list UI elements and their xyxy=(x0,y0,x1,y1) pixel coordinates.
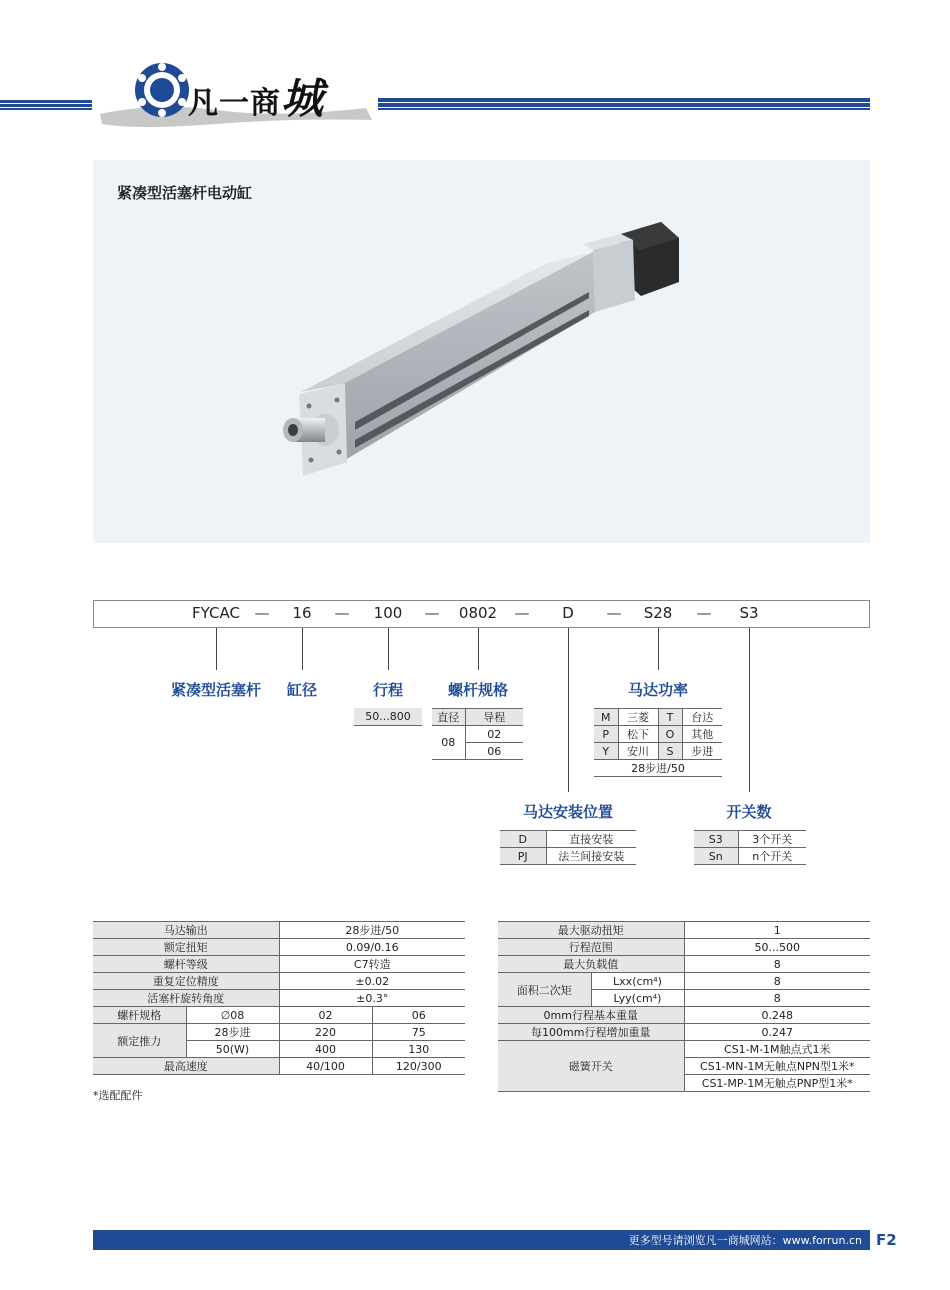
screw-lead: 06 xyxy=(465,743,523,760)
screw-dia: 08 xyxy=(432,726,465,760)
product-image xyxy=(93,160,870,543)
leader-line xyxy=(568,628,569,792)
footnote: *选配配件 xyxy=(93,1089,143,1102)
screw-table xyxy=(432,708,523,760)
spec-sublabel: 50(W) xyxy=(186,1041,279,1058)
motor-code: O xyxy=(658,726,682,743)
spec-label: 马达输出 xyxy=(93,922,279,939)
spec-table-left xyxy=(93,921,465,1075)
product-panel xyxy=(93,160,870,543)
code-mount: D xyxy=(562,604,574,622)
spec-value: C7转造 xyxy=(279,956,465,973)
spec-value: ±0.02 xyxy=(279,973,465,990)
switch-desc: n个开关 xyxy=(738,848,806,865)
spec-value: 02 xyxy=(279,1007,372,1024)
spec-value: CS1-M-1M触点式1米 xyxy=(684,1041,870,1058)
motor-code: S xyxy=(658,743,682,760)
code-bore: 16 xyxy=(292,604,312,622)
leader-line xyxy=(478,628,479,670)
leader-line xyxy=(302,628,303,670)
motor-code: P xyxy=(594,726,618,743)
leader-line xyxy=(658,628,659,670)
spec-label: 最大负载值 xyxy=(498,956,684,973)
code-dash: — xyxy=(334,604,350,622)
code-dash: — xyxy=(606,604,622,622)
spec-label: 螺杆等级 xyxy=(93,956,279,973)
spec-value: 06 xyxy=(372,1007,465,1024)
mount-desc: 直接安装 xyxy=(546,831,636,848)
spec-value: 50...500 xyxy=(684,939,870,956)
brand-name xyxy=(188,66,324,126)
label-type: 紧凑型活塞杆 xyxy=(170,681,262,699)
spec-value: CS1-MN-1M无触点NPN型1米* xyxy=(684,1058,870,1075)
label-switch-count: 开关数 xyxy=(726,803,772,821)
spec-value: CS1-MP-1M无触点PNP型1米* xyxy=(684,1075,870,1092)
switch-code: Sn xyxy=(694,848,738,865)
switch-table xyxy=(694,830,806,865)
motor-brand: 其他 xyxy=(682,726,722,743)
code-dash: — xyxy=(514,604,530,622)
spec-label: 重复定位精度 xyxy=(93,973,279,990)
brand-name-big: 城 xyxy=(281,74,325,123)
stroke-range: 50...800 xyxy=(354,708,422,725)
label-motor-power: 马达功率 xyxy=(627,681,689,699)
switch-desc: 3个开关 xyxy=(738,831,806,848)
code-stroke: 100 xyxy=(373,604,403,622)
leader-line xyxy=(749,628,750,792)
spec-value: 220 xyxy=(279,1024,372,1041)
motor-brand: 松下 xyxy=(618,726,658,743)
screw-header-dia: 直径 xyxy=(432,709,465,726)
spec-label: 磁簧开关 xyxy=(498,1041,684,1092)
header-stripe-left xyxy=(0,100,92,110)
motor-code: M xyxy=(594,709,618,726)
code-dash: — xyxy=(254,604,270,622)
code-series: FYCAC xyxy=(192,604,240,622)
motor-brand: 三菱 xyxy=(618,709,658,726)
code-motor: S28 xyxy=(643,604,673,622)
motor-brand: 安川 xyxy=(618,743,658,760)
spec-value: 0.247 xyxy=(684,1024,870,1041)
spec-value: 130 xyxy=(372,1041,465,1058)
page-number: F2 xyxy=(876,1231,897,1249)
label-screw: 螺杆规格 xyxy=(447,681,509,699)
code-switch: S3 xyxy=(739,604,759,622)
label-bore: 缸径 xyxy=(286,681,318,699)
spec-value: 28步进/50 xyxy=(279,922,465,939)
spec-value: 0.09/0.16 xyxy=(279,939,465,956)
spec-label: 行程范围 xyxy=(498,939,684,956)
spec-label: 最高速度 xyxy=(93,1058,279,1075)
label-stroke: 行程 xyxy=(372,681,404,699)
mount-code: D xyxy=(500,831,546,848)
motor-code: T xyxy=(658,709,682,726)
spec-value: 8 xyxy=(684,990,870,1007)
spec-sublabel: 28步进 xyxy=(186,1024,279,1041)
spec-value: 120/300 xyxy=(372,1058,465,1075)
spec-table-right xyxy=(498,921,870,1092)
spec-value: 1 xyxy=(684,922,870,939)
screw-header-lead: 导程 xyxy=(465,709,523,726)
spec-value: 75 xyxy=(372,1024,465,1041)
motor-footer: 28步进/50 xyxy=(594,760,722,777)
mount-table xyxy=(500,830,636,865)
product-title: 紧凑型活塞杆电动缸 xyxy=(117,184,253,202)
spec-sublabel: Lyy(cm⁴) xyxy=(591,990,684,1007)
spec-value: ∅08 xyxy=(186,1007,279,1024)
stroke-table xyxy=(354,708,422,726)
brand-name-small: 凡一商 xyxy=(188,86,281,121)
mount-code: PJ xyxy=(500,848,546,865)
code-screw: 0802 xyxy=(458,604,498,622)
screw-lead: 02 xyxy=(465,726,523,743)
code-dash: — xyxy=(696,604,712,622)
spec-sublabel: Lxx(cm⁴) xyxy=(591,973,684,990)
spec-label: 最大驱动扭矩 xyxy=(498,922,684,939)
label-motor-mount: 马达安装位置 xyxy=(522,803,614,821)
motor-table xyxy=(594,708,722,777)
spec-value: 8 xyxy=(684,973,870,990)
mount-desc: 法兰间接安装 xyxy=(546,848,636,865)
header-stripe-right xyxy=(378,98,870,110)
code-dash: — xyxy=(424,604,440,622)
motor-brand: 步进 xyxy=(682,743,722,760)
switch-code: S3 xyxy=(694,831,738,848)
spec-label: 活塞杆旋转角度 xyxy=(93,990,279,1007)
footer-website-text: 更多型号请浏览凡一商城网站：www.forrun.cn xyxy=(628,1234,862,1247)
leader-line xyxy=(388,628,389,670)
spec-value: 40/100 xyxy=(279,1058,372,1075)
footer-bar xyxy=(93,1230,870,1250)
spec-value: ±0.3° xyxy=(279,990,465,1007)
spec-label: 额定扭矩 xyxy=(93,939,279,956)
spec-label: 额定推力 xyxy=(93,1024,186,1058)
motor-brand: 台达 xyxy=(682,709,722,726)
spec-value: 8 xyxy=(684,956,870,973)
spec-value: 400 xyxy=(279,1041,372,1058)
spec-label: 面积二次矩 xyxy=(498,973,591,1007)
spec-value: 0.248 xyxy=(684,1007,870,1024)
spec-label: 0mm行程基本重量 xyxy=(498,1007,684,1024)
leader-line xyxy=(216,628,217,670)
spec-label: 螺杆规格 xyxy=(93,1007,186,1024)
motor-code: Y xyxy=(594,743,618,760)
spec-label: 每100mm行程增加重量 xyxy=(498,1024,684,1041)
